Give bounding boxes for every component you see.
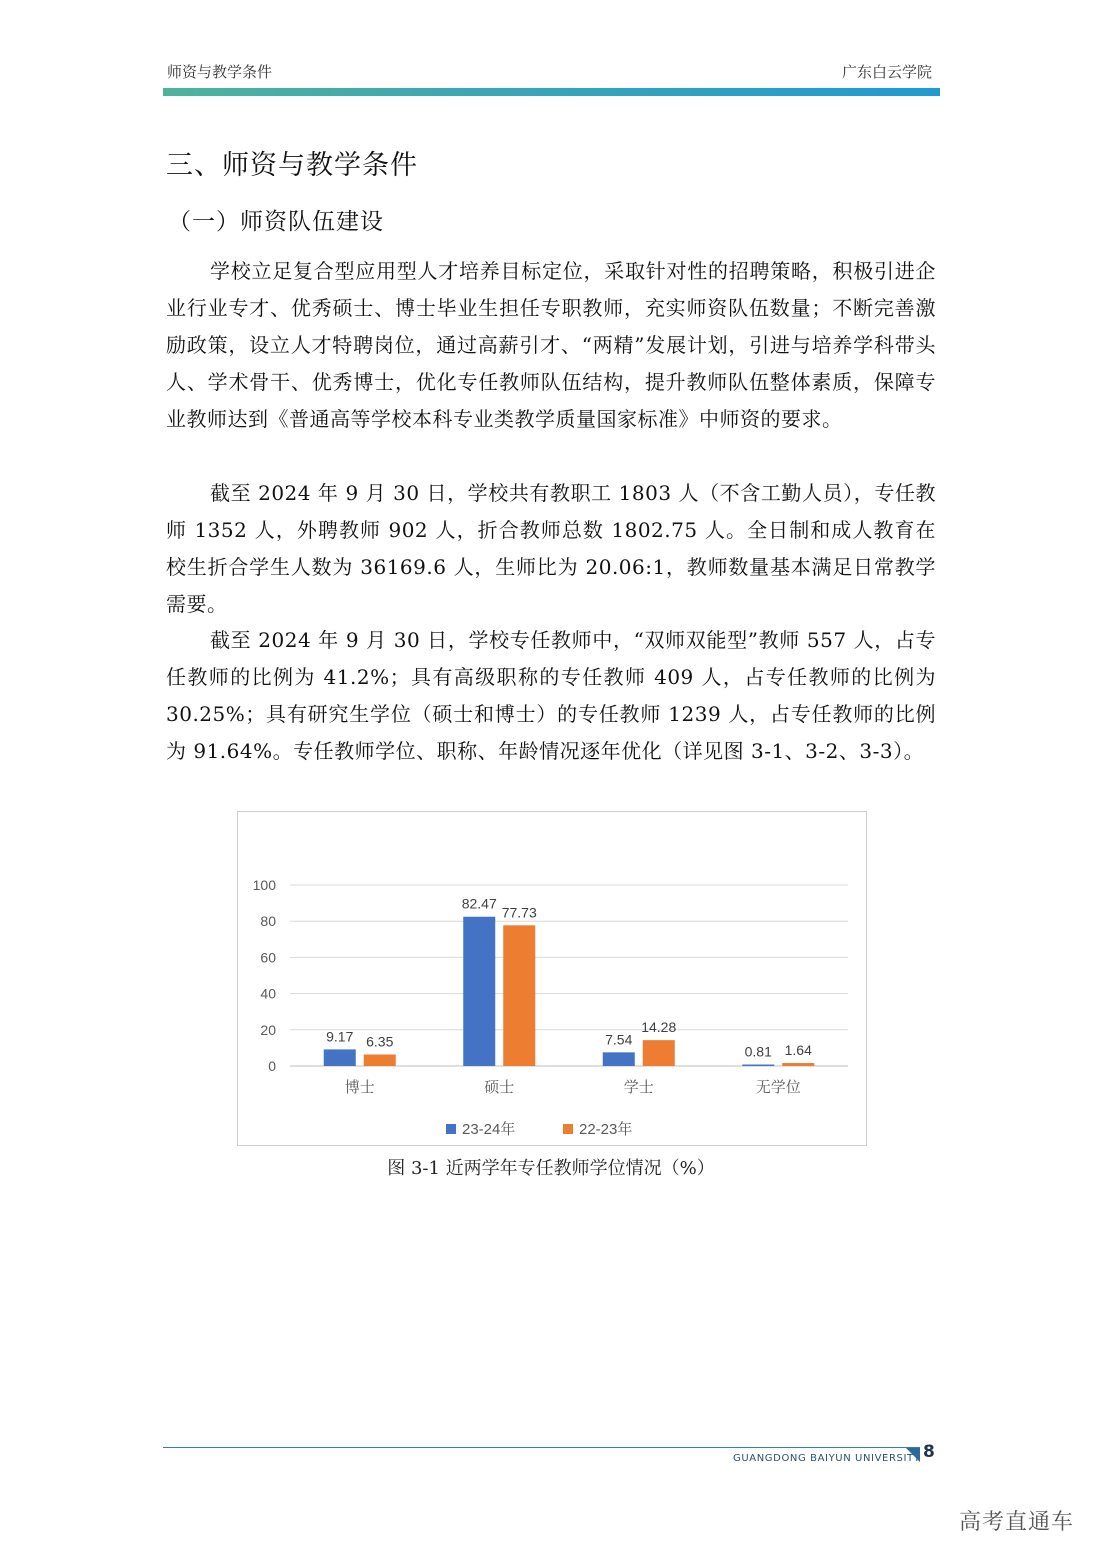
header-color-bar xyxy=(163,88,940,96)
paragraph-3: 截至 2024 年 9 月 30 日，学校专任教师中，“双师双能型”教师 557 人，占专任教师的比例为 41.2%；具有高级职称的专任教师 409 人，占专任教师的比例为 30.25%；具有研究生学位（硕士和博士）的专任教师 1239 人，占专任教师的比例为 91.64%。专任教师学位、职称、年龄情况逐年优化（详见图 3-1、3-2、3-3）。 xyxy=(166,628,936,763)
x-category-label: 无学位 xyxy=(755,1078,801,1096)
data-label: 14.28 xyxy=(641,1019,677,1036)
degree-bar-chart xyxy=(237,811,867,1146)
page-header xyxy=(163,58,940,98)
footer-university: GUANGDONG BAIYUN UNIVERSITY xyxy=(733,1453,921,1464)
sub-title: （一）师资队伍建设 xyxy=(168,209,384,235)
data-label: 82.47 xyxy=(461,895,497,912)
section-title: 三、师资与教学条件 xyxy=(166,150,418,181)
watermark-text: 高考直通车 xyxy=(958,1510,1074,1535)
y-tick-label: 100 xyxy=(252,877,276,893)
paragraph-1: 学校立足复合型应用型人才培养目标定位，采取针对性的招聘策略，积极引进企业行业专才、优秀硕士、博士毕业生担任专职教师，充实师资队伍数量；不断完善激励政策，设立人才特聘岗位，通过高薪引才、“两精”发展计划，引进与培养学科带头人、学术骨干、优秀博士，优化专任教师队伍结构，提升教师队伍整体素质，保障专业教师达到《普通高等学校本科专业类教学质量国家标准》中师资的要求。 xyxy=(166,259,936,431)
footer-triangle-icon xyxy=(906,1448,920,1462)
header-left-title: 师资与教学条件 xyxy=(167,63,273,81)
bar xyxy=(603,1052,635,1066)
data-label: 77.73 xyxy=(501,904,537,921)
x-category-label: 硕士 xyxy=(484,1078,515,1096)
paragraph-2: 截至 2024 年 9 月 30 日，学校共有教职工 1803 人（不含工勤人员），专任教师 1352 人，外聘教师 902 人，折合教师总数 1802.75 人。全日制和成人教育在校生折合学生人数为 36169.6 人，生师比为 20.06:1，教师数量基本满足日常教学需要。 xyxy=(166,481,936,616)
page-number: 8 xyxy=(923,1442,935,1462)
chart-svg xyxy=(238,812,866,1145)
bar xyxy=(782,1063,814,1066)
legend-swatch xyxy=(446,1124,456,1134)
data-label: 0.81 xyxy=(744,1043,772,1060)
bar xyxy=(463,917,495,1066)
footer-line xyxy=(163,1447,920,1448)
y-tick-label: 60 xyxy=(260,949,276,966)
bar xyxy=(742,1065,774,1066)
y-tick-label: 80 xyxy=(260,913,276,930)
legend-swatch xyxy=(563,1124,573,1134)
y-tick-label: 0 xyxy=(268,1058,276,1074)
data-label: 6.35 xyxy=(366,1033,394,1050)
figure-caption: 图 3-1 近两学年专任教师学位情况（%） xyxy=(387,1158,715,1179)
bar xyxy=(364,1055,396,1066)
bar xyxy=(324,1049,356,1066)
legend-label: 22-23年 xyxy=(579,1121,633,1138)
legend-label: 23-24年 xyxy=(462,1121,516,1138)
bar xyxy=(643,1040,675,1066)
data-label: 9.17 xyxy=(326,1028,354,1045)
x-category-label: 学士 xyxy=(623,1078,654,1096)
data-label: 1.64 xyxy=(784,1042,812,1059)
y-tick-label: 20 xyxy=(260,1021,276,1038)
data-label: 7.54 xyxy=(605,1031,633,1048)
y-tick-label: 40 xyxy=(260,985,276,1002)
bar xyxy=(503,925,535,1066)
header-right-title: 广东白云学院 xyxy=(841,63,932,81)
x-category-label: 博士 xyxy=(344,1078,375,1096)
